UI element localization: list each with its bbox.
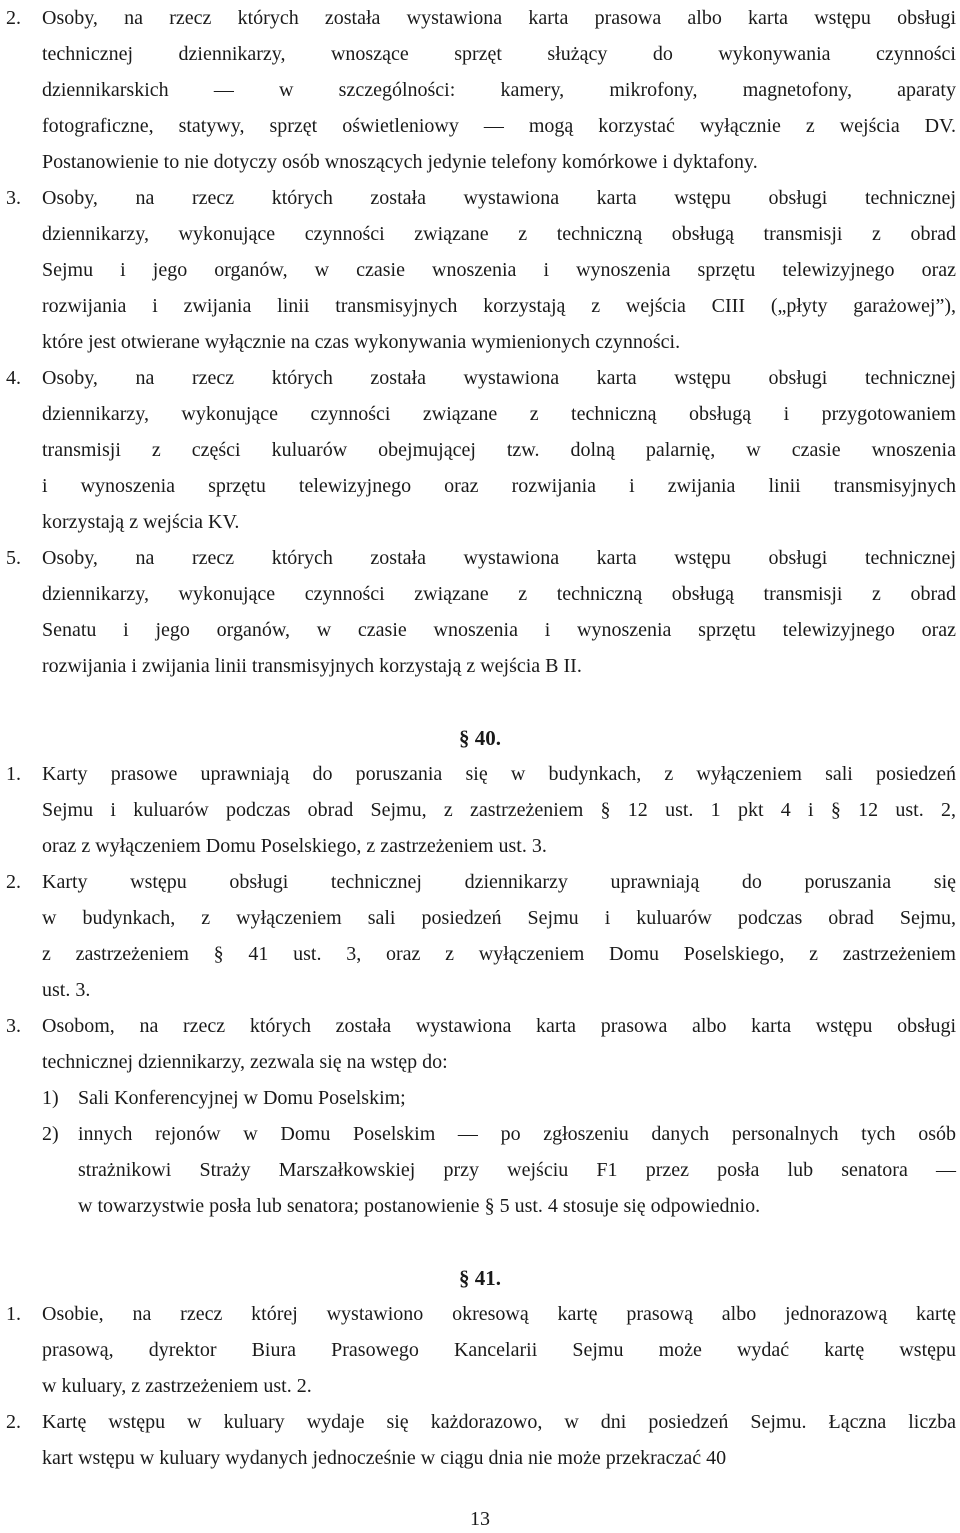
text-line: Sejmu i jego organów, w czasie wnoszenia i wynoszenia sprzętu telewizyjnego oraz: [42, 259, 956, 281]
text-line: które jest otwierane wyłącznie na czas wykonywania wymienionych czynności.: [42, 331, 681, 353]
paragraph-number: 1.: [6, 763, 21, 785]
numbered-paragraph: [0, 360, 960, 540]
numbered-paragraph: [0, 756, 960, 864]
sub-list: [42, 1080, 956, 1224]
text-line: transmisji z części kuluarów obejmującej tzw. dolną palarnię, w czasie wnoszenia: [42, 439, 956, 461]
text-line: fotograficzne, statywy, sprzęt oświetleniowy — mogą korzystać wyłącznie z wejścia DV.: [42, 115, 956, 137]
numbered-paragraph: [0, 864, 960, 1008]
text-line: oraz z wyłączeniem Domu Poselskiego, z zastrzeżeniem ust. 3.: [42, 835, 547, 857]
numbered-paragraph: [0, 540, 960, 684]
paragraph-number: 3.: [6, 187, 21, 209]
text-line: Osoby, na rzecz których została wystawiona karta wstępu obsługi technicznej: [42, 547, 956, 569]
text-line: prasową, dyrektor Biura Prasowego Kancelarii Sejmu może wydać kartę wstępu: [42, 1339, 956, 1361]
text-line: strażnikowi Straży Marszałkowskiej przy wejściu F1 przez posła lub senatora —: [78, 1159, 956, 1181]
text-line: Kartę wstępu w kuluary wydaje się każdorazowo, w dni posiedzeń Sejmu. Łączna liczba: [42, 1411, 956, 1433]
paragraph-number: 3.: [6, 1015, 21, 1037]
text-line: w budynkach, z wyłączeniem sali posiedzeń Sejmu i kuluarów podczas obrad Sejmu,: [42, 907, 956, 929]
text-line: Karty prasowe uprawniają do poruszania się w budynkach, z wyłączeniem sali posiedzeń: [42, 763, 956, 785]
text-line: w kuluary, z zastrzeżeniem ust. 2.: [42, 1375, 312, 1397]
text-line: technicznej dziennikarzy, zezwala się na wstęp do:: [42, 1051, 448, 1073]
text-line: Osoby, na rzecz których została wystawiona karta wstępu obsługi technicznej: [42, 187, 956, 209]
numbered-paragraph: [0, 1404, 960, 1476]
text-line: rozwijania i zwijania linii transmisyjnych korzystają z wejścia CIII („płyty garażowej”),: [42, 295, 956, 317]
sub-item-number: 2): [42, 1123, 59, 1145]
text-line: kart wstępu w kuluary wydanych jednocześnie w ciągu dnia nie może przekraczać 40: [42, 1447, 727, 1469]
sub-item-number: 1): [42, 1087, 59, 1109]
text-line: dziennikarzy, wykonujące czynności związane z techniczną obsługą transmisji z obrad: [42, 583, 956, 605]
text-line: Senatu i jego organów, w czasie wnoszenia i wynoszenia sprzętu telewizyjnego oraz: [42, 619, 956, 641]
sub-list-item: [42, 1116, 956, 1224]
paragraph-number: 2.: [6, 1411, 21, 1433]
paragraph-number: 1.: [6, 1303, 21, 1325]
text-line: i wynoszenia sprzętu telewizyjnego oraz rozwijania i zwijania linii transmisyjnych: [42, 475, 956, 497]
text-line: technicznej dziennikarzy, wnoszące sprzęt służący do wykonywania czynności: [42, 43, 956, 65]
numbered-paragraph: [0, 1008, 960, 1224]
text-line: dziennikarzy, wykonujące czynności związane z techniczną obsługą i przygotowaniem: [42, 403, 956, 425]
section-heading: § 41.: [459, 1266, 501, 1290]
paragraph-number: 5.: [6, 547, 21, 569]
text-line: Osoby, na rzecz których została wystawiona karta prasowa albo karta wstępu obsługi: [42, 7, 956, 29]
text-line: Karty wstępu obsługi technicznej dziennikarzy uprawniają do poruszania się: [42, 871, 956, 893]
text-line: korzystają z wejścia KV.: [42, 511, 240, 533]
text-line: ust. 3.: [42, 979, 91, 1001]
text-line: Osobie, na rzecz której wystawiono okresową kartę prasową albo jednorazową kartę: [42, 1303, 956, 1325]
text-line: w towarzystwie posła lub senatora; postanowienie § 5 ust. 4 stosuje się odpowiednio.: [78, 1195, 761, 1217]
text-line: Postanowienie to nie dotyczy osób wnoszących jedynie telefony komórkowe i dyktafony.: [42, 151, 758, 173]
paragraph-number: 2.: [6, 7, 21, 29]
section-heading: § 40.: [459, 726, 501, 750]
text-line: Osoby, na rzecz których została wystawiona karta wstępu obsługi technicznej: [42, 367, 956, 389]
text-line: Osobom, na rzecz których została wystawiona karta prasowa albo karta wstępu obsługi: [42, 1015, 956, 1037]
text-line: rozwijania i zwijania linii transmisyjnych korzystają z wejścia B II.: [42, 655, 582, 677]
sub-list-item: [42, 1080, 956, 1116]
paragraph-number: 4.: [6, 367, 21, 389]
numbered-paragraph: [0, 180, 960, 360]
text-line: dziennikarzy, wykonujące czynności związane z techniczną obsługą transmisji z obrad: [42, 223, 956, 245]
paragraph-number: 2.: [6, 871, 21, 893]
numbered-paragraph: [0, 0, 960, 180]
text-line: Sali Konferencyjnej w Domu Poselskim;: [78, 1087, 406, 1109]
numbered-paragraph: [0, 1296, 960, 1404]
page-number: 13: [470, 1508, 490, 1530]
text-line: Sejmu i kuluarów podczas obrad Sejmu, z zastrzeżeniem § 12 ust. 1 pkt 4 i § 12 ust. 2,: [42, 799, 956, 821]
text-line: innych rejonów w Domu Poselskim — po zgłoszeniu danych personalnych tych osób: [78, 1123, 956, 1145]
text-line: z zastrzeżeniem § 41 ust. 3, oraz z wyłączeniem Domu Poselskiego, z zastrzeżeniem: [42, 943, 956, 965]
text-line: dziennikarskich — w szczególności: kamery, mikrofony, magnetofony, aparaty: [42, 79, 956, 101]
